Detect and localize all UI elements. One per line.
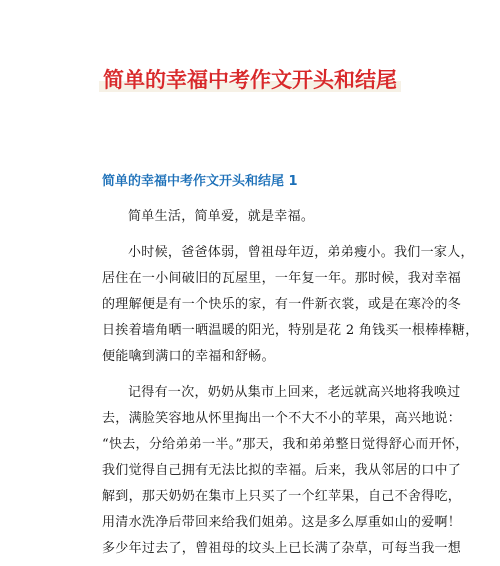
document-title-text: 简单的幸福中考作文开头和结尾 <box>99 68 401 92</box>
section-heading: 简单的幸福中考作文开头和结尾 1 <box>102 174 298 189</box>
paragraph-line: 去，满脸笑容地从怀里掏出一个不大不小的苹果，高兴地说： <box>102 411 462 426</box>
paragraph-line: 的理解便是有一个快乐的家，有一件新衣裳，或是在寒冷的冬 <box>102 297 462 312</box>
paragraph-memory <box>102 380 469 562</box>
paragraph-line: 居住在一小间破旧的瓦屋里，一年复一年。那时候，我对幸福 <box>102 271 462 286</box>
paragraph-childhood <box>102 240 479 370</box>
document-title <box>0 62 500 98</box>
paragraph-line: “快去，分给弟弟一半。”那天，我和弟弟整日觉得舒心而开怀， <box>102 437 469 452</box>
paragraph-line: 解到，那天奶奶在集市上只买了一个红苹果，自己不舍得吃， <box>102 489 462 504</box>
paragraph-line: 便能噙到满口的幸福和舒畅。 <box>102 349 275 364</box>
paragraph-line: 小时候，爸爸体弱，曾祖母年迈，弟弟瘦小。我们一家人， <box>128 245 474 260</box>
paragraph-line: 用清水洗净后带回来给我们姐弟。这是多么厚重如山的爱啊！ <box>102 515 462 530</box>
paragraph-line: 多少年过去了，曾祖母的坟头上已长满了杂草，可每当我一想 <box>102 541 462 556</box>
paragraph-line: 简单生活，简单爱，就是幸福。 <box>128 209 315 224</box>
paragraph-line: 我们觉得自己拥有无法比拟的幸福。后来，我从邻居的口中了 <box>102 463 462 478</box>
paragraph-intro <box>102 204 432 230</box>
paragraph-line: 记得有一次，奶奶从集市上回来，老远就高兴地将我唤过 <box>128 385 461 400</box>
paragraph-line: 日挨着墙角晒一晒温暖的阳光，特别是花 2 角钱买一根棒棒糖， <box>102 323 479 338</box>
